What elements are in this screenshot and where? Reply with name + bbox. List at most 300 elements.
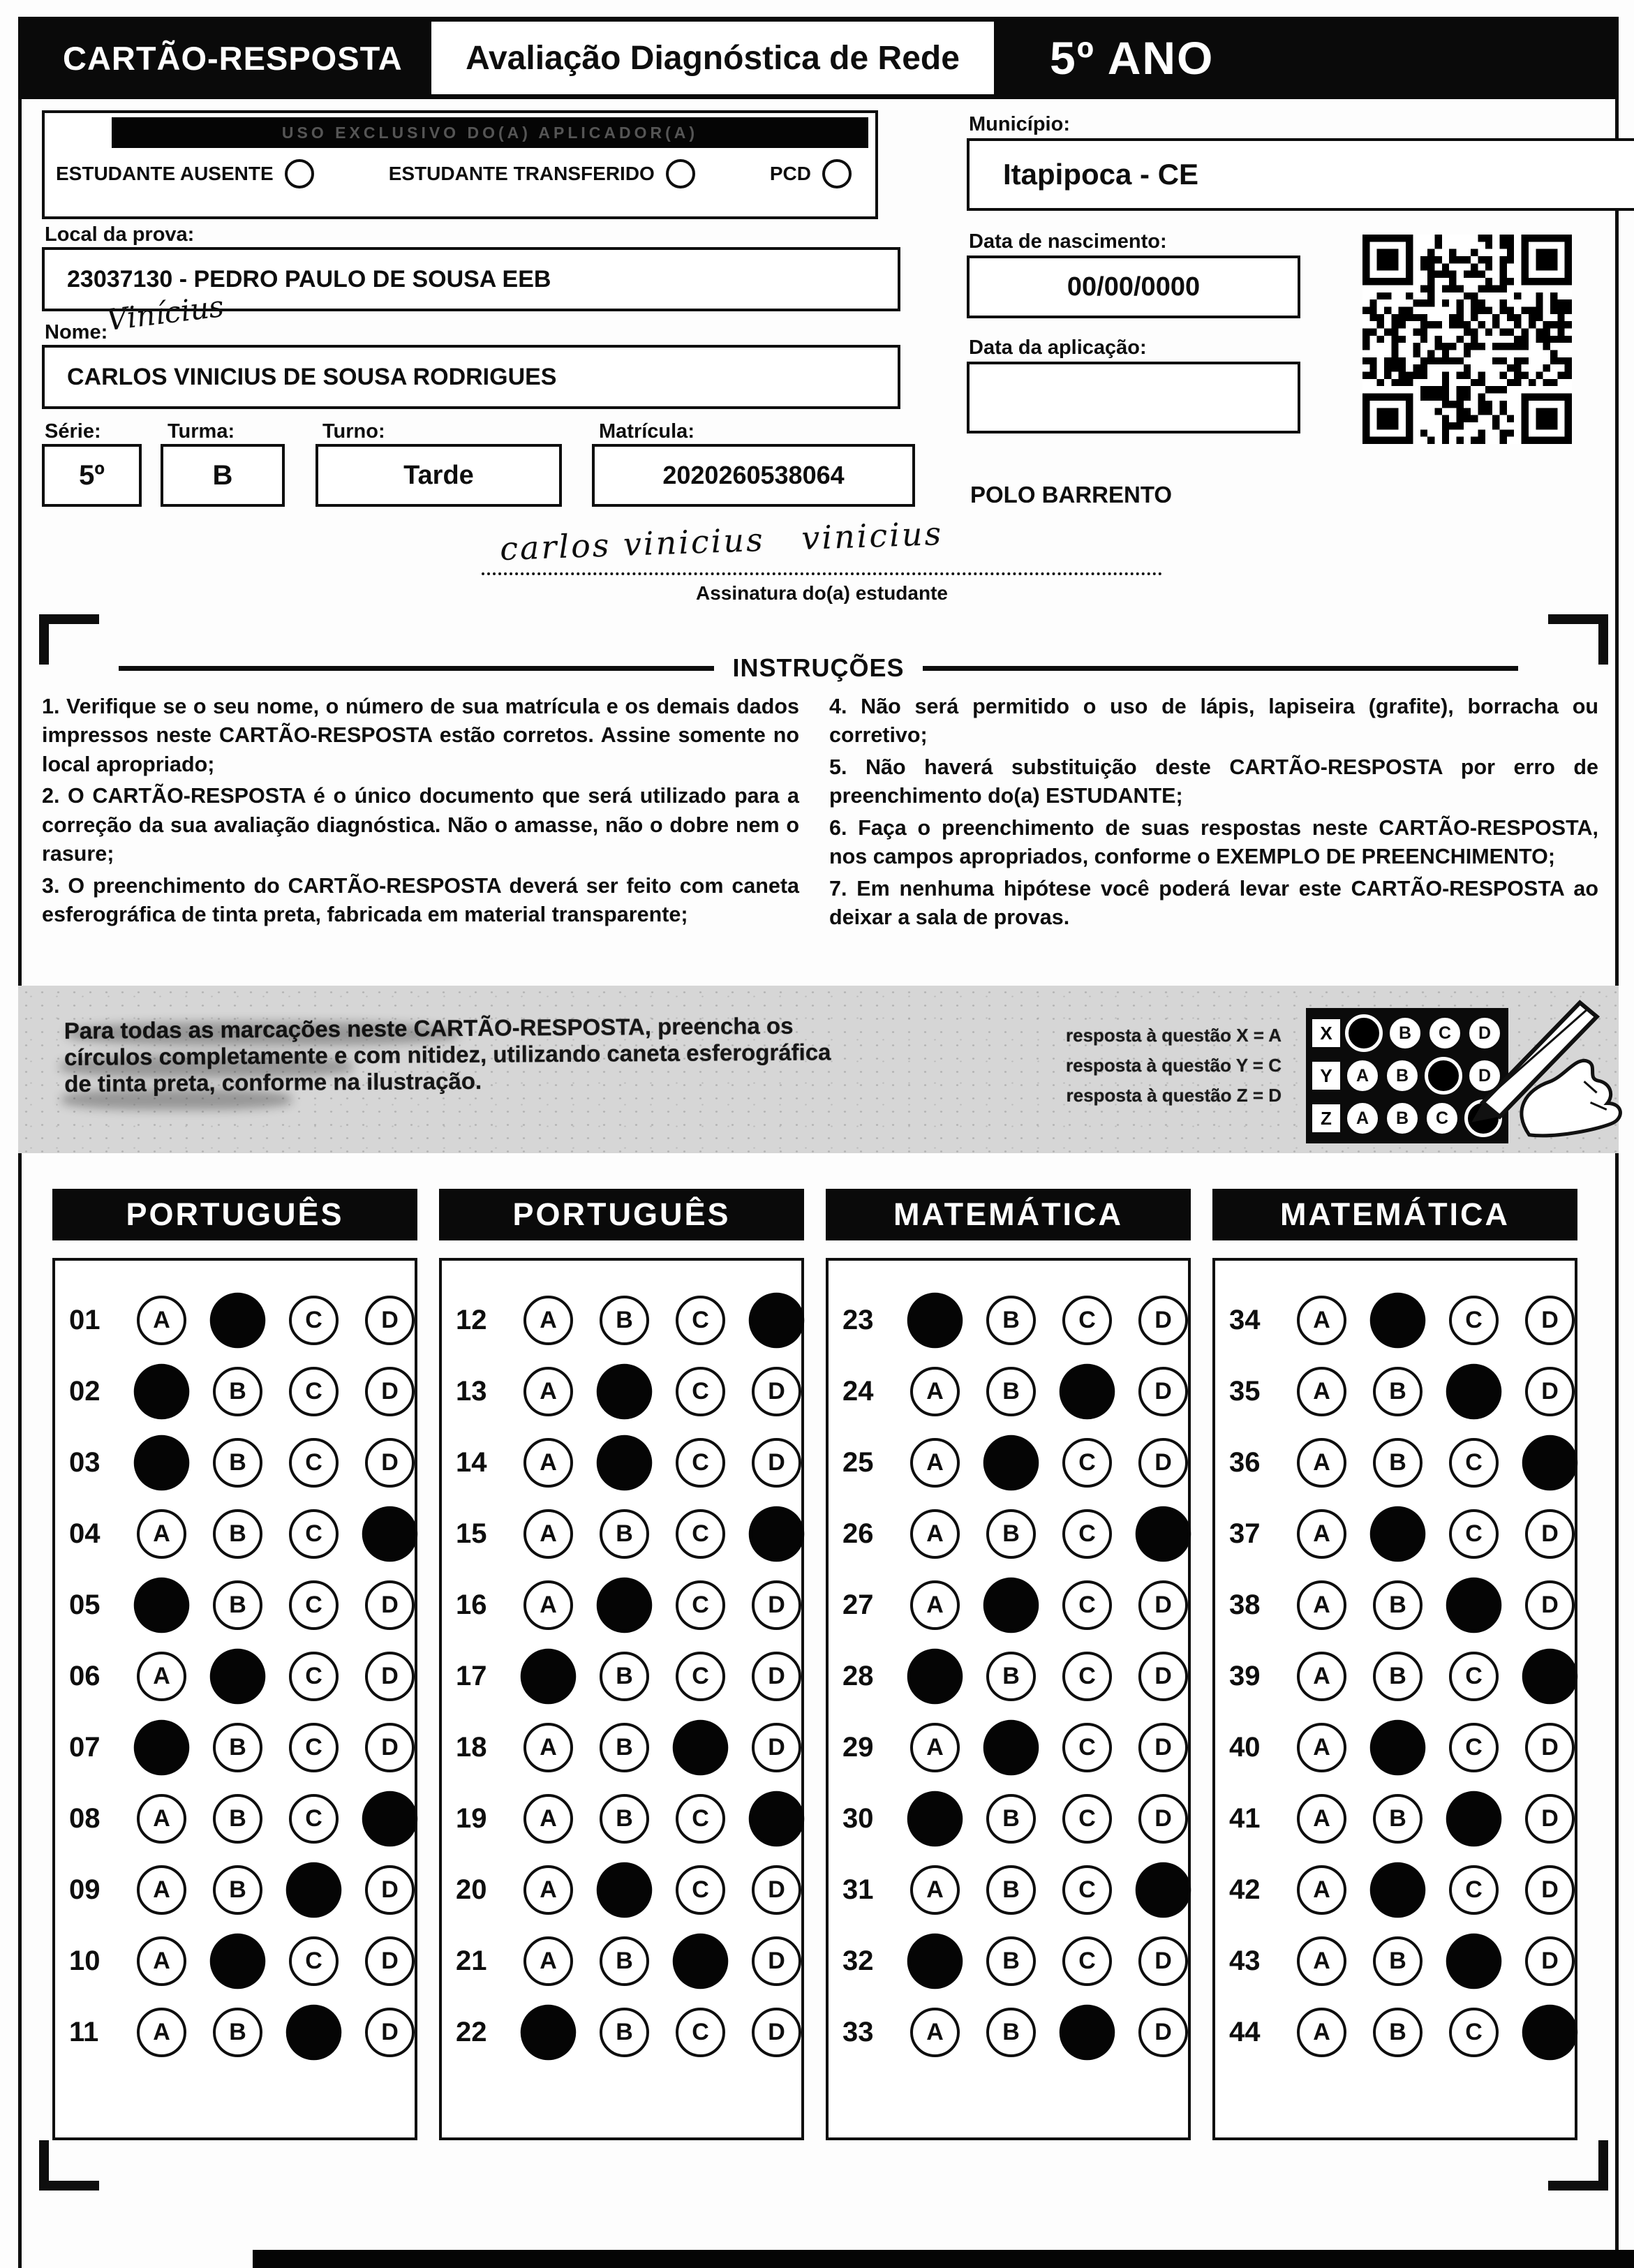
example-legend xyxy=(1016,1021,1282,1111)
bubble-21-B[interactable]: B xyxy=(600,1936,649,1986)
bubble-40-A[interactable]: A xyxy=(1297,1723,1346,1772)
bubble-06-C[interactable]: C xyxy=(289,1652,339,1701)
grade-field: 5º xyxy=(42,444,142,507)
bubble-26-B[interactable]: B xyxy=(986,1509,1036,1559)
hand-with-pen-icon xyxy=(1446,987,1629,1141)
birthdate-field: 00/00/0000 xyxy=(967,255,1300,318)
bubble-33-D[interactable]: D xyxy=(1138,2008,1188,2057)
municipality-field: Itapipoca - CE xyxy=(967,138,1634,211)
bubble-33-A[interactable]: A xyxy=(910,2008,960,2057)
bubble-42-C[interactable]: C xyxy=(1449,1865,1499,1915)
bubble-17-D[interactable]: D xyxy=(752,1652,801,1701)
bubble-43-B[interactable]: B xyxy=(1373,1936,1423,1986)
question-number-26: 26 xyxy=(842,1518,874,1549)
bubble-08-D[interactable] xyxy=(362,1791,418,1846)
answer-column-2 xyxy=(439,1189,804,2140)
bubble-35-D[interactable]: D xyxy=(1525,1367,1575,1416)
answer-grid-3 xyxy=(826,1258,1191,2140)
bubble-09-D[interactable]: D xyxy=(365,1865,415,1915)
bubble-23-B[interactable]: B xyxy=(986,1296,1036,1345)
bubble-12-C[interactable]: C xyxy=(676,1296,725,1345)
registration-mark-top-right xyxy=(1548,614,1608,665)
status-checkbox-row xyxy=(45,148,875,188)
bubble-25-D[interactable]: D xyxy=(1138,1438,1188,1488)
bubble-20-A[interactable]: A xyxy=(523,1865,573,1915)
bubble-28-A[interactable] xyxy=(907,1648,963,1704)
bubble-28-D[interactable]: D xyxy=(1138,1652,1188,1701)
bubble-03-B[interactable]: B xyxy=(213,1438,262,1488)
question-number-36: 36 xyxy=(1229,1446,1261,1478)
example-bubble-Z-B: B xyxy=(1385,1101,1420,1136)
bubble-40-B[interactable] xyxy=(1370,1719,1426,1775)
bubble-02-B[interactable]: B xyxy=(213,1367,262,1416)
bubble-14-A[interactable]: A xyxy=(523,1438,573,1488)
bubble-18-B[interactable]: B xyxy=(600,1723,649,1772)
question-row-04 xyxy=(69,1498,415,1569)
question-number-21: 21 xyxy=(456,1945,487,1976)
signature-caption: Assinatura do(a) estudante xyxy=(696,582,948,604)
heading-rule-right xyxy=(923,666,1518,671)
bubble-30-C[interactable]: C xyxy=(1062,1794,1112,1844)
bubble-35-C[interactable] xyxy=(1446,1363,1502,1419)
answer-grid-2 xyxy=(439,1258,804,2140)
sheet-title: CARTÃO-RESPOSTA xyxy=(63,39,403,77)
bubble-13-A[interactable]: A xyxy=(523,1367,573,1416)
bubble-32-D[interactable]: D xyxy=(1138,1936,1188,1986)
bubble-18-C[interactable] xyxy=(673,1719,729,1775)
example-bubble-Z-A: A xyxy=(1345,1101,1380,1136)
status-transferred-checkbox[interactable] xyxy=(666,159,695,188)
instruction-item-7: 7. Em nenhuma hipótese você poderá levar este CARTÃO-RESPOSTA ao deixar a sala de provas. xyxy=(829,876,1598,930)
bubble-42-D[interactable]: D xyxy=(1525,1865,1575,1915)
bubble-01-C[interactable]: C xyxy=(289,1296,339,1345)
heading-rule-left xyxy=(119,666,714,671)
bubble-30-A[interactable] xyxy=(907,1791,963,1846)
bubble-17-B[interactable]: B xyxy=(600,1652,649,1701)
question-row-20 xyxy=(456,1854,801,1925)
bubble-01-B[interactable] xyxy=(210,1292,266,1348)
example-bubble-Y-D: D xyxy=(1467,1058,1502,1093)
question-number-37: 37 xyxy=(1229,1518,1261,1549)
question-row-17 xyxy=(456,1640,801,1712)
bubble-17-C[interactable]: C xyxy=(676,1652,725,1701)
question-row-21 xyxy=(456,1925,801,1996)
bubble-44-D[interactable] xyxy=(1522,2004,1578,2060)
bubble-31-A[interactable]: A xyxy=(910,1865,960,1915)
question-row-11 xyxy=(69,1996,415,2068)
answer-column-4 xyxy=(1212,1189,1577,2140)
subject-header-3: MATEMÁTICA xyxy=(826,1189,1191,1240)
question-number-15: 15 xyxy=(456,1518,487,1549)
birthdate-label: Data de nascimento: xyxy=(969,230,1167,253)
bubble-24-C[interactable] xyxy=(1060,1363,1115,1419)
bubble-36-D[interactable] xyxy=(1522,1435,1578,1490)
status-pcd xyxy=(770,159,852,188)
bubble-34-D[interactable]: D xyxy=(1525,1296,1575,1345)
question-number-44: 44 xyxy=(1229,2016,1261,2047)
bubble-37-B[interactable] xyxy=(1370,1506,1426,1562)
instructions-left-column xyxy=(42,692,799,933)
bubble-41-B[interactable]: B xyxy=(1373,1794,1423,1844)
shift-field: Tarde xyxy=(315,444,562,507)
bubble-38-A[interactable]: A xyxy=(1297,1580,1346,1630)
bubble-14-C[interactable]: C xyxy=(676,1438,725,1488)
bubble-38-B[interactable]: B xyxy=(1373,1580,1423,1630)
question-row-41 xyxy=(1229,1783,1575,1854)
bubble-27-C[interactable]: C xyxy=(1062,1580,1112,1630)
bubble-05-A[interactable] xyxy=(134,1577,190,1633)
bubble-07-C[interactable]: C xyxy=(289,1723,339,1772)
question-row-16 xyxy=(456,1569,801,1640)
question-row-22 xyxy=(456,1996,801,2068)
bubble-35-B[interactable]: B xyxy=(1373,1367,1423,1416)
bubble-31-B[interactable]: B xyxy=(986,1865,1036,1915)
bubble-04-C[interactable]: C xyxy=(289,1509,339,1559)
bubble-34-A[interactable]: A xyxy=(1297,1296,1346,1345)
question-number-24: 24 xyxy=(842,1375,874,1407)
example-row-label: Z xyxy=(1312,1104,1340,1132)
bubble-06-B[interactable] xyxy=(210,1648,266,1704)
bubble-21-A[interactable]: A xyxy=(523,1936,573,1986)
bubble-08-C[interactable]: C xyxy=(289,1794,339,1844)
bubble-17-A[interactable] xyxy=(521,1648,577,1704)
bubble-36-C[interactable]: C xyxy=(1449,1438,1499,1488)
bubble-16-A[interactable]: A xyxy=(523,1580,573,1630)
bubble-03-C[interactable]: C xyxy=(289,1438,339,1488)
bubble-24-D[interactable]: D xyxy=(1138,1367,1188,1416)
bubble-27-B[interactable] xyxy=(983,1577,1039,1633)
bubble-33-B[interactable]: B xyxy=(986,2008,1036,2057)
bubble-41-C[interactable] xyxy=(1446,1791,1502,1846)
question-row-14 xyxy=(456,1427,801,1498)
question-row-44 xyxy=(1229,1996,1575,2068)
bubble-04-A[interactable]: A xyxy=(137,1509,186,1559)
enrollment-field: 2020260538064 xyxy=(592,444,915,507)
bubble-10-B[interactable] xyxy=(210,1933,266,1989)
question-number-12: 12 xyxy=(456,1304,487,1335)
question-row-18 xyxy=(456,1712,801,1783)
question-number-31: 31 xyxy=(842,1874,874,1905)
bubble-11-A[interactable]: A xyxy=(137,2008,186,2057)
question-row-15 xyxy=(456,1498,801,1569)
example-row-label: X xyxy=(1312,1019,1340,1047)
bubble-44-C[interactable]: C xyxy=(1449,2008,1499,2057)
bubble-22-D[interactable]: D xyxy=(752,2008,801,2057)
status-absent-label: ESTUDANTE AUSENTE xyxy=(56,163,274,184)
bubble-37-A[interactable]: A xyxy=(1297,1509,1346,1559)
question-number-34: 34 xyxy=(1229,1304,1261,1335)
bubble-11-D[interactable]: D xyxy=(365,2008,415,2057)
question-number-23: 23 xyxy=(842,1304,874,1335)
question-row-28 xyxy=(842,1640,1188,1712)
question-row-23 xyxy=(842,1284,1188,1356)
bubble-15-C[interactable]: C xyxy=(676,1509,725,1559)
bubble-27-A[interactable]: A xyxy=(910,1580,960,1630)
question-number-40: 40 xyxy=(1229,1731,1261,1763)
bubble-31-D[interactable] xyxy=(1136,1862,1191,1918)
student-name-field: CARLOS VINICIUS DE SOUSA RODRIGUES xyxy=(42,345,900,409)
bubble-41-D[interactable]: D xyxy=(1525,1794,1575,1844)
bubble-25-B[interactable] xyxy=(983,1435,1039,1490)
applicator-only-text: USO EXCLUSIVO DO(A) APLICADOR(A) xyxy=(281,123,699,142)
question-number-29: 29 xyxy=(842,1731,874,1763)
bubble-22-A[interactable] xyxy=(521,2004,577,2060)
instruction-item-4: 4. Não será permitido o uso de lápis, lapiseira (grafite), borracha ou corretivo; xyxy=(829,695,1598,748)
bubble-19-C[interactable]: C xyxy=(676,1794,725,1844)
bubble-28-B[interactable]: B xyxy=(986,1652,1036,1701)
example-bubble-X-D: D xyxy=(1467,1016,1502,1051)
bubble-27-D[interactable]: D xyxy=(1138,1580,1188,1630)
bubble-34-B[interactable] xyxy=(1370,1292,1426,1348)
bubble-44-B[interactable]: B xyxy=(1373,2008,1423,2057)
bubble-03-D[interactable]: D xyxy=(365,1438,415,1488)
bubble-25-A[interactable]: A xyxy=(910,1438,960,1488)
bubble-15-D[interactable] xyxy=(749,1506,805,1562)
instructions-right-column xyxy=(829,692,1598,935)
shift-field-label: Turno: xyxy=(322,420,385,443)
subject-header-4: MATEMÁTICA xyxy=(1212,1189,1577,1240)
question-number-33: 33 xyxy=(842,2016,874,2047)
bubble-43-C[interactable] xyxy=(1446,1933,1502,1989)
question-number-25: 25 xyxy=(842,1446,874,1478)
question-row-35 xyxy=(1229,1356,1575,1427)
question-row-06 xyxy=(69,1640,415,1712)
bubble-16-C[interactable]: C xyxy=(676,1580,725,1630)
bubble-26-C[interactable]: C xyxy=(1062,1509,1112,1559)
question-number-02: 02 xyxy=(69,1375,101,1407)
bubble-40-D[interactable]: D xyxy=(1525,1723,1575,1772)
instructions-heading xyxy=(119,653,1518,683)
qr-code xyxy=(1362,235,1572,444)
bubble-20-B[interactable] xyxy=(597,1862,653,1918)
bubble-29-D[interactable]: D xyxy=(1138,1723,1188,1772)
bubble-19-B[interactable]: B xyxy=(600,1794,649,1844)
bubble-21-D[interactable]: D xyxy=(752,1936,801,1986)
bubble-04-B[interactable]: B xyxy=(213,1509,262,1559)
bubble-20-D[interactable]: D xyxy=(752,1865,801,1915)
bubble-09-C[interactable] xyxy=(286,1862,342,1918)
bubble-10-A[interactable]: A xyxy=(137,1936,186,1986)
bubble-14-D[interactable]: D xyxy=(752,1438,801,1488)
student-signature-handwriting: carlos vinicius vinicius xyxy=(499,514,944,568)
bubble-36-A[interactable]: A xyxy=(1297,1438,1346,1488)
bubble-07-D[interactable]: D xyxy=(365,1723,415,1772)
class-field: B xyxy=(161,444,285,507)
bubble-21-C[interactable] xyxy=(673,1933,729,1989)
bubble-32-C[interactable]: C xyxy=(1062,1936,1112,1986)
bubble-12-A[interactable]: A xyxy=(523,1296,573,1345)
question-number-08: 08 xyxy=(69,1802,101,1834)
bubble-08-A[interactable]: A xyxy=(137,1794,186,1844)
bubble-39-A[interactable]: A xyxy=(1297,1652,1346,1701)
example-bubble-Y-A: A xyxy=(1345,1058,1380,1093)
example-bubble-X-B: B xyxy=(1388,1016,1423,1051)
bubble-19-A[interactable]: A xyxy=(523,1794,573,1844)
bubble-02-D[interactable]: D xyxy=(365,1367,415,1416)
question-row-27 xyxy=(842,1569,1188,1640)
bubble-33-C[interactable] xyxy=(1060,2004,1115,2060)
bubble-30-B[interactable]: B xyxy=(986,1794,1036,1844)
bubble-03-A[interactable] xyxy=(134,1435,190,1490)
scan-smudge xyxy=(61,1089,292,1110)
question-row-37 xyxy=(1229,1498,1575,1569)
bubble-28-C[interactable]: C xyxy=(1062,1652,1112,1701)
answer-grid-1 xyxy=(52,1258,417,2140)
bubble-13-C[interactable]: C xyxy=(676,1367,725,1416)
question-row-40 xyxy=(1229,1712,1575,1783)
legend-line-x: resposta à questão X = A xyxy=(1066,1025,1282,1046)
bubble-02-C[interactable]: C xyxy=(289,1367,339,1416)
question-number-04: 04 xyxy=(69,1518,101,1549)
question-row-08 xyxy=(69,1783,415,1854)
question-row-13 xyxy=(456,1356,801,1427)
header-bar xyxy=(18,17,1619,99)
bubble-15-B[interactable]: B xyxy=(600,1509,649,1559)
bubble-36-B[interactable]: B xyxy=(1373,1438,1423,1488)
bubble-04-D[interactable] xyxy=(362,1506,418,1562)
bubble-07-B[interactable]: B xyxy=(213,1723,262,1772)
bubble-08-B[interactable]: B xyxy=(213,1794,262,1844)
bubble-18-D[interactable]: D xyxy=(752,1723,801,1772)
status-transferred-label: ESTUDANTE TRANSFERIDO xyxy=(388,163,655,184)
bubble-26-A[interactable]: A xyxy=(910,1509,960,1559)
grade-label: 5º ANO xyxy=(1050,32,1215,84)
bubble-44-A[interactable]: A xyxy=(1297,2008,1346,2057)
scan-smudge xyxy=(67,1022,458,1046)
bubble-11-B[interactable]: B xyxy=(213,2008,262,2057)
bubble-05-B[interactable]: B xyxy=(213,1580,262,1630)
bubble-29-B[interactable] xyxy=(983,1719,1039,1775)
bubble-05-D[interactable]: D xyxy=(365,1580,415,1630)
bubble-02-A[interactable] xyxy=(134,1363,190,1419)
bubble-38-D[interactable]: D xyxy=(1525,1580,1575,1630)
question-row-19 xyxy=(456,1783,801,1854)
bubble-10-D[interactable]: D xyxy=(365,1936,415,1986)
bubble-42-A[interactable]: A xyxy=(1297,1865,1346,1915)
bubble-05-C[interactable]: C xyxy=(289,1580,339,1630)
fill-example-text: Para todas as marcações neste CARTÃO-RESPOSTA, preencha os círculos completamente e com nitidez, utilizando caneta esferográfica de tinta preta, conforme na ilustração. xyxy=(64,1012,831,1097)
bubble-25-C[interactable]: C xyxy=(1062,1438,1112,1488)
question-number-14: 14 xyxy=(456,1446,487,1478)
question-row-36 xyxy=(1229,1427,1575,1498)
bubble-12-B[interactable]: B xyxy=(600,1296,649,1345)
bubble-16-D[interactable]: D xyxy=(752,1580,801,1630)
bubble-39-D[interactable] xyxy=(1522,1648,1578,1704)
bubble-35-A[interactable]: A xyxy=(1297,1367,1346,1416)
question-number-19: 19 xyxy=(456,1802,487,1834)
bubble-32-A[interactable] xyxy=(907,1933,963,1989)
bubble-16-B[interactable] xyxy=(597,1577,653,1633)
bubble-13-B[interactable] xyxy=(597,1363,653,1419)
bubble-13-D[interactable]: D xyxy=(752,1367,801,1416)
bubble-15-A[interactable]: A xyxy=(523,1509,573,1559)
bubble-32-B[interactable]: B xyxy=(986,1936,1036,1986)
class-field-label: Turma: xyxy=(168,420,235,443)
example-bubble-X-A xyxy=(1345,1014,1383,1052)
instructions-title-text: INSTRUÇÕES xyxy=(732,653,905,682)
question-row-12 xyxy=(456,1284,801,1356)
bubble-29-C[interactable]: C xyxy=(1062,1723,1112,1772)
question-row-29 xyxy=(842,1712,1188,1783)
bubble-07-A[interactable] xyxy=(134,1719,190,1775)
bubble-22-C[interactable]: C xyxy=(676,2008,725,2057)
question-row-07 xyxy=(69,1712,415,1783)
bubble-22-B[interactable]: B xyxy=(600,2008,649,2057)
bubble-11-C[interactable] xyxy=(286,2004,342,2060)
assessment-title: Avaliação Diagnóstica de Rede xyxy=(431,22,994,94)
municipality-label: Município: xyxy=(969,113,1070,135)
bubble-34-C[interactable]: C xyxy=(1449,1296,1499,1345)
bubble-20-C[interactable]: C xyxy=(676,1865,725,1915)
bubble-39-C[interactable]: C xyxy=(1449,1652,1499,1701)
bubble-10-C[interactable]: C xyxy=(289,1936,339,1986)
bubble-26-D[interactable] xyxy=(1136,1506,1191,1562)
registration-mark-top-left xyxy=(39,614,99,665)
bubble-09-B[interactable]: B xyxy=(213,1865,262,1915)
enrollment-field-label: Matrícula: xyxy=(599,420,695,443)
bubble-37-D[interactable]: D xyxy=(1525,1509,1575,1559)
bubble-06-D[interactable]: D xyxy=(365,1652,415,1701)
bottom-scan-bar xyxy=(253,2250,1634,2268)
bubble-43-D[interactable]: D xyxy=(1525,1936,1575,1986)
bubble-31-C[interactable]: C xyxy=(1062,1865,1112,1915)
question-number-20: 20 xyxy=(456,1874,487,1905)
question-number-32: 32 xyxy=(842,1945,874,1976)
bubble-12-D[interactable] xyxy=(749,1292,805,1348)
bubble-01-D[interactable]: D xyxy=(365,1296,415,1345)
bubble-37-C[interactable]: C xyxy=(1449,1509,1499,1559)
status-pcd-checkbox[interactable] xyxy=(822,159,852,188)
bubble-29-A[interactable]: A xyxy=(910,1723,960,1772)
question-row-39 xyxy=(1229,1640,1575,1712)
bubble-41-A[interactable]: A xyxy=(1297,1794,1346,1844)
bubble-23-C[interactable]: C xyxy=(1062,1296,1112,1345)
bubble-30-D[interactable]: D xyxy=(1138,1794,1188,1844)
bubble-23-D[interactable]: D xyxy=(1138,1296,1188,1345)
bubble-01-A[interactable]: A xyxy=(137,1296,186,1345)
bubble-38-C[interactable] xyxy=(1446,1577,1502,1633)
bubble-42-B[interactable] xyxy=(1370,1862,1426,1918)
bubble-18-A[interactable]: A xyxy=(523,1723,573,1772)
grade-field-label: Série: xyxy=(45,420,101,443)
bubble-24-B[interactable]: B xyxy=(986,1367,1036,1416)
bubble-14-B[interactable] xyxy=(597,1435,653,1490)
question-number-38: 38 xyxy=(1229,1589,1261,1620)
question-row-42 xyxy=(1229,1854,1575,1925)
bubble-19-D[interactable] xyxy=(749,1791,805,1846)
question-number-09: 09 xyxy=(69,1874,101,1905)
question-number-01: 01 xyxy=(69,1304,101,1335)
applicator-only-bar xyxy=(112,117,868,148)
question-row-24 xyxy=(842,1356,1188,1427)
bubble-09-A[interactable]: A xyxy=(137,1865,186,1915)
bubble-43-A[interactable]: A xyxy=(1297,1936,1346,1986)
bubble-24-A[interactable]: A xyxy=(910,1367,960,1416)
bubble-39-B[interactable]: B xyxy=(1373,1652,1423,1701)
instruction-item-5: 5. Não haverá substituição deste CARTÃO-RESPOSTA por erro de preenchimento do(a) ESTUDANTE; xyxy=(829,755,1598,808)
status-absent-checkbox[interactable] xyxy=(285,159,314,188)
legend-line-y: resposta à questão Y = C xyxy=(1065,1055,1282,1076)
bubble-06-A[interactable]: A xyxy=(137,1652,186,1701)
bubble-23-A[interactable] xyxy=(907,1292,963,1348)
instruction-item-1: 1. Verifique se o seu nome, o número de sua matrícula e os demais dados impressos neste CARTÃO-RESPOSTA estão corretos. Assine somente no local apropriado; xyxy=(42,695,799,776)
question-row-33 xyxy=(842,1996,1188,2068)
subject-header-1: PORTUGUÊS xyxy=(52,1189,417,1240)
bubble-40-C[interactable]: C xyxy=(1449,1723,1499,1772)
question-row-03 xyxy=(69,1427,415,1498)
status-pcd-label: PCD xyxy=(769,163,811,184)
answer-grid-4 xyxy=(1212,1258,1577,2140)
